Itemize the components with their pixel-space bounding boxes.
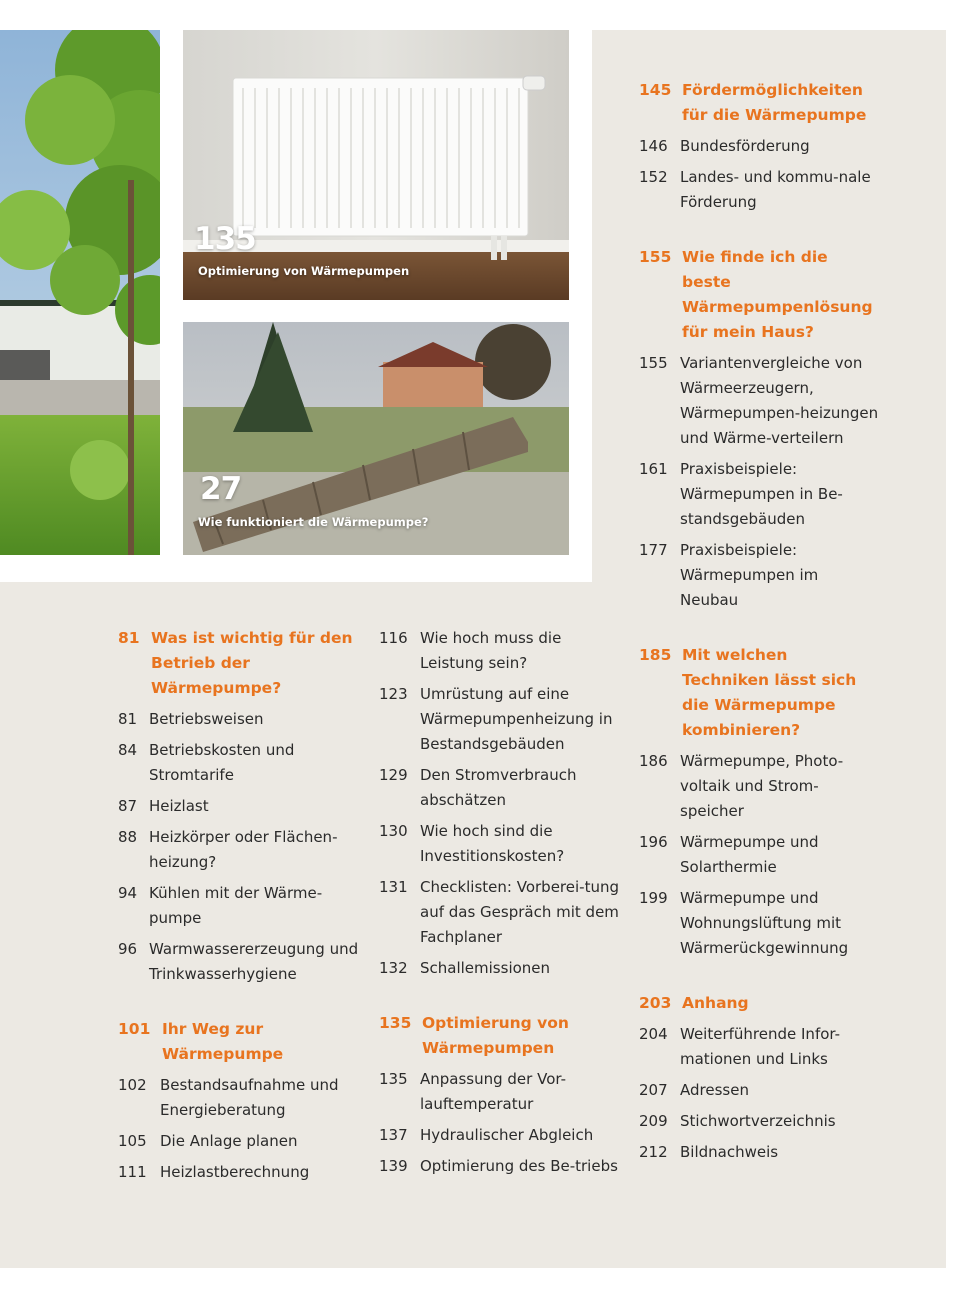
section-title: Optimierung von Wärmepumpen: [422, 1014, 569, 1057]
page-number: 123: [379, 685, 408, 703]
section-number: 135: [379, 1014, 412, 1032]
radiator-photo: [183, 30, 569, 300]
page-number: 88: [118, 828, 138, 846]
toc-entry[interactable]: [118, 937, 360, 987]
toc-entry[interactable]: [639, 1022, 879, 1072]
toc-column-1: [118, 626, 360, 1191]
section-number: 145: [639, 81, 672, 99]
toc-entry[interactable]: [379, 875, 619, 950]
toc-section-heading: [379, 1011, 619, 1061]
toc-entry[interactable]: [118, 825, 360, 875]
page-number: 177: [639, 541, 668, 559]
toc-entry[interactable]: [379, 819, 619, 869]
page-number: 96: [118, 940, 138, 958]
toc-entry[interactable]: [379, 682, 619, 757]
toc-section-heading: [639, 245, 879, 345]
entry-title: Umrüstung auf eine Wärmepumpenheizung in Bestandsgebäuden: [420, 685, 613, 753]
toc-entry[interactable]: [639, 457, 879, 532]
entry-title: Praxisbeispiele: Wärmepumpen in Be-standsgebäuden: [680, 460, 843, 528]
toc-entry[interactable]: [118, 794, 360, 819]
toc-entry[interactable]: [379, 1067, 619, 1117]
page-number: 209: [639, 1112, 668, 1130]
entry-title: Warmwassererzeugung und Trinkwasserhygiene: [149, 940, 359, 983]
page-number: 132: [379, 959, 408, 977]
page-number: 146: [639, 137, 668, 155]
toc-entry[interactable]: [639, 1109, 879, 1134]
fence-caption: Wie funktioniert die Wärmepumpe?: [198, 515, 429, 529]
entry-title: Wärmepumpe und Wohnungslüftung mit Wärmerückgewinnung: [680, 889, 849, 957]
toc-section-heading: [639, 78, 879, 128]
entry-title: Adressen: [680, 1081, 749, 1099]
toc-column-2: [379, 626, 619, 1185]
page-number: 84: [118, 741, 138, 759]
page-number: 130: [379, 822, 408, 840]
entry-title: Den Stromverbrauch abschätzen: [420, 766, 577, 809]
entry-title: Variantenvergleiche von Wärmeerzeugern, Wärmepumpen-heizungen und Wärme-verteilern: [680, 354, 879, 447]
toc-entry[interactable]: [118, 738, 360, 788]
page-number: 196: [639, 833, 668, 851]
section-number: 155: [639, 248, 672, 266]
entry-title: Wärmepumpe, Photo-voltaik und Strom-speicher: [680, 752, 844, 820]
entry-title: Bildnachweis: [680, 1143, 779, 1161]
entry-title: Kühlen mit der Wärme-pumpe: [149, 884, 323, 927]
section-title: Anhang: [682, 994, 749, 1012]
entry-title: Heizkörper oder Flächen-heizung?: [149, 828, 338, 871]
section-number: 101: [118, 1020, 151, 1038]
page-number: 94: [118, 884, 138, 902]
entry-title: Stichwortverzeichnis: [680, 1112, 836, 1130]
entry-title: Wärmepumpe und Solarthermie: [680, 833, 819, 876]
section-title: Wie finde ich die beste Wärmepumpenlösung für mein Haus?: [682, 248, 873, 341]
page-number: 116: [379, 629, 408, 647]
toc-entry[interactable]: [379, 626, 619, 676]
entry-title: Anpassung der Vor-lauftemperatur: [420, 1070, 566, 1113]
page-number: 139: [379, 1157, 408, 1175]
entry-title: Bestandsaufnahme und Energieberatung: [160, 1076, 339, 1119]
toc-entry[interactable]: [118, 1073, 360, 1123]
section-number: 203: [639, 994, 672, 1012]
entry-title: Wie hoch sind die Investitionskosten?: [420, 822, 565, 865]
fence-photo: [183, 322, 569, 555]
entry-title: Landes- und kommu-nale Förderung: [680, 168, 871, 211]
section-number: 81: [118, 629, 140, 647]
page-number: 81: [118, 710, 138, 728]
page-number: 131: [379, 878, 408, 896]
entry-title: Die Anlage planen: [160, 1132, 298, 1150]
entry-title: Weiterführende Infor-mationen und Links: [680, 1025, 841, 1068]
toc-entry[interactable]: [639, 749, 879, 824]
page-number: 129: [379, 766, 408, 784]
page-number: 199: [639, 889, 668, 907]
toc-entry[interactable]: [118, 1160, 360, 1185]
toc-column-3: [639, 78, 879, 1171]
page-number: 186: [639, 752, 668, 770]
section-number: 185: [639, 646, 672, 664]
toc-entry[interactable]: [379, 956, 619, 981]
toc-entry[interactable]: [639, 1140, 879, 1165]
page-number: 155: [639, 354, 668, 372]
entry-title: Betriebsweisen: [149, 710, 264, 728]
toc-entry[interactable]: [379, 763, 619, 813]
toc-section-heading: [639, 991, 879, 1016]
entry-title: Praxisbeispiele: Wärmepumpen im Neubau: [680, 541, 819, 609]
toc-entry[interactable]: [639, 1078, 879, 1103]
entry-title: Optimierung des Be-triebs: [420, 1157, 618, 1175]
entry-title: Schallemissionen: [420, 959, 551, 977]
garden-photo: [0, 30, 160, 555]
page-number: 137: [379, 1126, 408, 1144]
page-number: 212: [639, 1143, 668, 1161]
entry-title: Wie hoch muss die Leistung sein?: [420, 629, 562, 672]
toc-section-heading: [639, 643, 879, 743]
toc-entry[interactable]: [639, 351, 879, 451]
page-number: 207: [639, 1081, 668, 1099]
toc-entry[interactable]: [118, 881, 360, 931]
page-number: 102: [118, 1076, 147, 1094]
toc-entry[interactable]: [639, 886, 879, 961]
toc-entry[interactable]: [118, 1129, 360, 1154]
section-title: Ihr Weg zur Wärmepumpe: [162, 1020, 284, 1063]
page-number: 152: [639, 168, 668, 186]
entry-title: Bundesförderung: [680, 137, 810, 155]
toc-section-heading: [118, 1017, 360, 1067]
toc-section-heading: [118, 626, 360, 701]
toc-entry[interactable]: [118, 707, 360, 732]
entry-title: Heizlast: [149, 797, 209, 815]
section-title: Fördermöglichkeiten für die Wärmepumpe: [682, 81, 867, 124]
section-title: Was ist wichtig für den Betrieb der Wärmepumpe?: [151, 629, 353, 697]
entry-title: Betriebskosten und Stromtarife: [149, 741, 295, 784]
page-number: 105: [118, 1132, 147, 1150]
page-number: 204: [639, 1025, 668, 1043]
toc-entry[interactable]: [379, 1154, 619, 1179]
radiator-caption: Optimierung von Wärmepumpen: [198, 264, 410, 278]
toc-entry[interactable]: [639, 165, 879, 215]
toc-entry[interactable]: [639, 134, 879, 159]
radiator-page-number: 135: [194, 221, 256, 257]
page-number: 135: [379, 1070, 408, 1088]
page-number: 161: [639, 460, 668, 478]
entry-title: Heizlastberechnung: [160, 1163, 310, 1181]
page-number: 87: [118, 797, 138, 815]
toc-entry[interactable]: [639, 830, 879, 880]
section-title: Mit welchen Techniken lässt sich die Wärmepumpe kombinieren?: [682, 646, 857, 739]
entry-title: Hydraulischer Abgleich: [420, 1126, 594, 1144]
fence-page-number: 27: [200, 471, 242, 507]
entry-title: Checklisten: Vorberei-tung auf das Gespräch mit dem Fachplaner: [420, 878, 619, 946]
toc-entry[interactable]: [379, 1123, 619, 1148]
page-number: 111: [118, 1163, 147, 1181]
toc-entry[interactable]: [639, 538, 879, 613]
